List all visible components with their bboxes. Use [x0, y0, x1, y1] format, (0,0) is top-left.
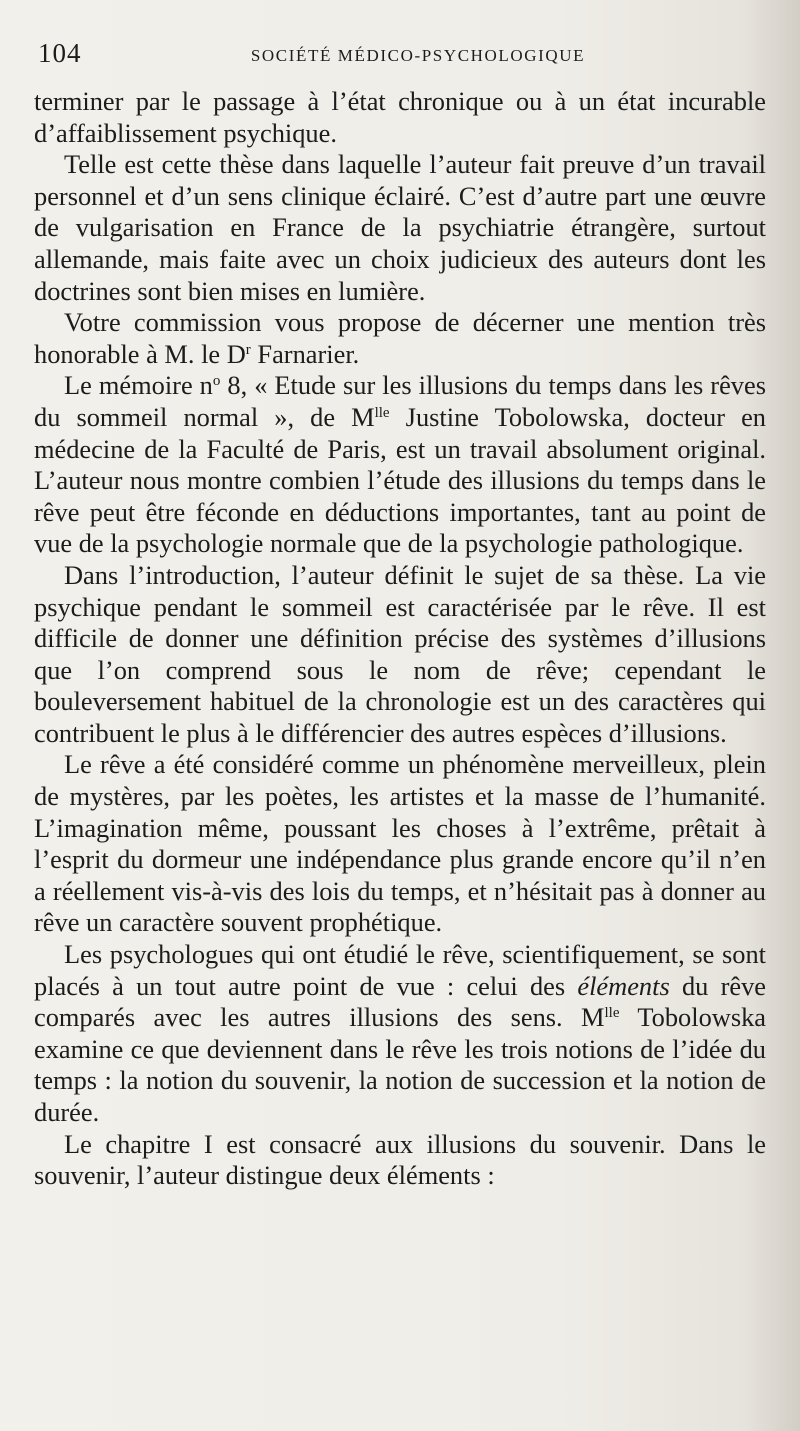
paragraph-7 — [34, 939, 766, 1129]
paragraph-2: Telle est cette thèse dans laquelle l’auteur fait preuve d’un travail personnel et d’un sens clinique éclairé. C’est d’autre part une œuvre de vulgarisation en France de la psychiatrie étrangère, surtout allemande, mais faite avec un choix judicieux des auteurs dont les doctrines sont bien mises en lumière. — [34, 149, 766, 306]
text-run: Le mémoire n — [64, 370, 213, 401]
running-head: SOCIÉTÉ MÉDICO-PSYCHOLOGIQUE — [250, 46, 586, 65]
text-run: Votre commission vous propose de décerner une mention très honorable à M. le D — [34, 307, 766, 369]
text-run: Justine Tobolowska, docteur en médecine de la Faculté de Paris, est un travail absolument original. L’auteur nous montre combien l’étude des illusions du temps dans le rêve peut être féconde en déductions importantes, tant au point de vue de la psychologie normale que de la psychologie pathologique. — [34, 401, 766, 559]
text-run: Tobolowska examine ce que deviennent dans le rêve les trois notions de l’idée du temps : la notion du souvenir, la notion de succession et la notion de durée. — [34, 1002, 766, 1127]
paragraph-5: Dans l’introduction, l’auteur définit le sujet de sa thèse. La vie psychique pendant le sommeil est caractérisée par le rêve. Il est difficile de donner une définition précise des systèmes d’illusions que l’on comprend sous le nom de rêve; cependant le bouleversement habituel de la chronologie est un des caractères qui contribuent le plus à le différencier des autres espèces d’illusions. — [34, 559, 766, 748]
text-run: Les psychologues qui ont étudié le rêve, scientifiquement, se sont placés à un tout autre point de vue : celui des — [34, 939, 766, 1001]
paragraph-3 — [34, 307, 766, 370]
page-header — [38, 38, 778, 72]
text-run: 8, « Etude sur les illusions du temps dans les rêves du sommeil normal », de M — [34, 370, 766, 432]
superscript: r — [245, 341, 251, 358]
text-run: Farnarier. — [250, 338, 360, 369]
body-text — [34, 86, 766, 1192]
superscript: lle — [374, 404, 390, 421]
superscript: o — [212, 373, 221, 390]
paragraph-4 — [34, 370, 766, 560]
superscript: lle — [604, 1005, 620, 1022]
page-number: 104 — [38, 38, 82, 68]
paragraph-6: Le rêve a été considéré comme un phénomène merveilleux, plein de mystères, par les poètes, les artistes et la masse de l’humanité. L’imagination même, poussant les choses à l’extrême, prêtait à l’esprit du dormeur une indépendance plus grande encore qu’il n’en a réellement vis-à-vis des lois du temps, et n’hésitait pas à donner au rêve un caractère souvent prophétique. — [34, 749, 766, 938]
emphasis: éléments — [577, 970, 670, 1001]
text-run: du rêve comparés avec les autres illusions des sens. M — [34, 970, 766, 1033]
paragraph-1: terminer par le passage à l’état chronique ou à un état incurable d’affaiblissement psychique. — [34, 86, 766, 148]
paragraph-8: Le chapitre I est consacré aux illusions du souvenir. Dans le souvenir, l’auteur distingue deux éléments : — [34, 1128, 766, 1191]
